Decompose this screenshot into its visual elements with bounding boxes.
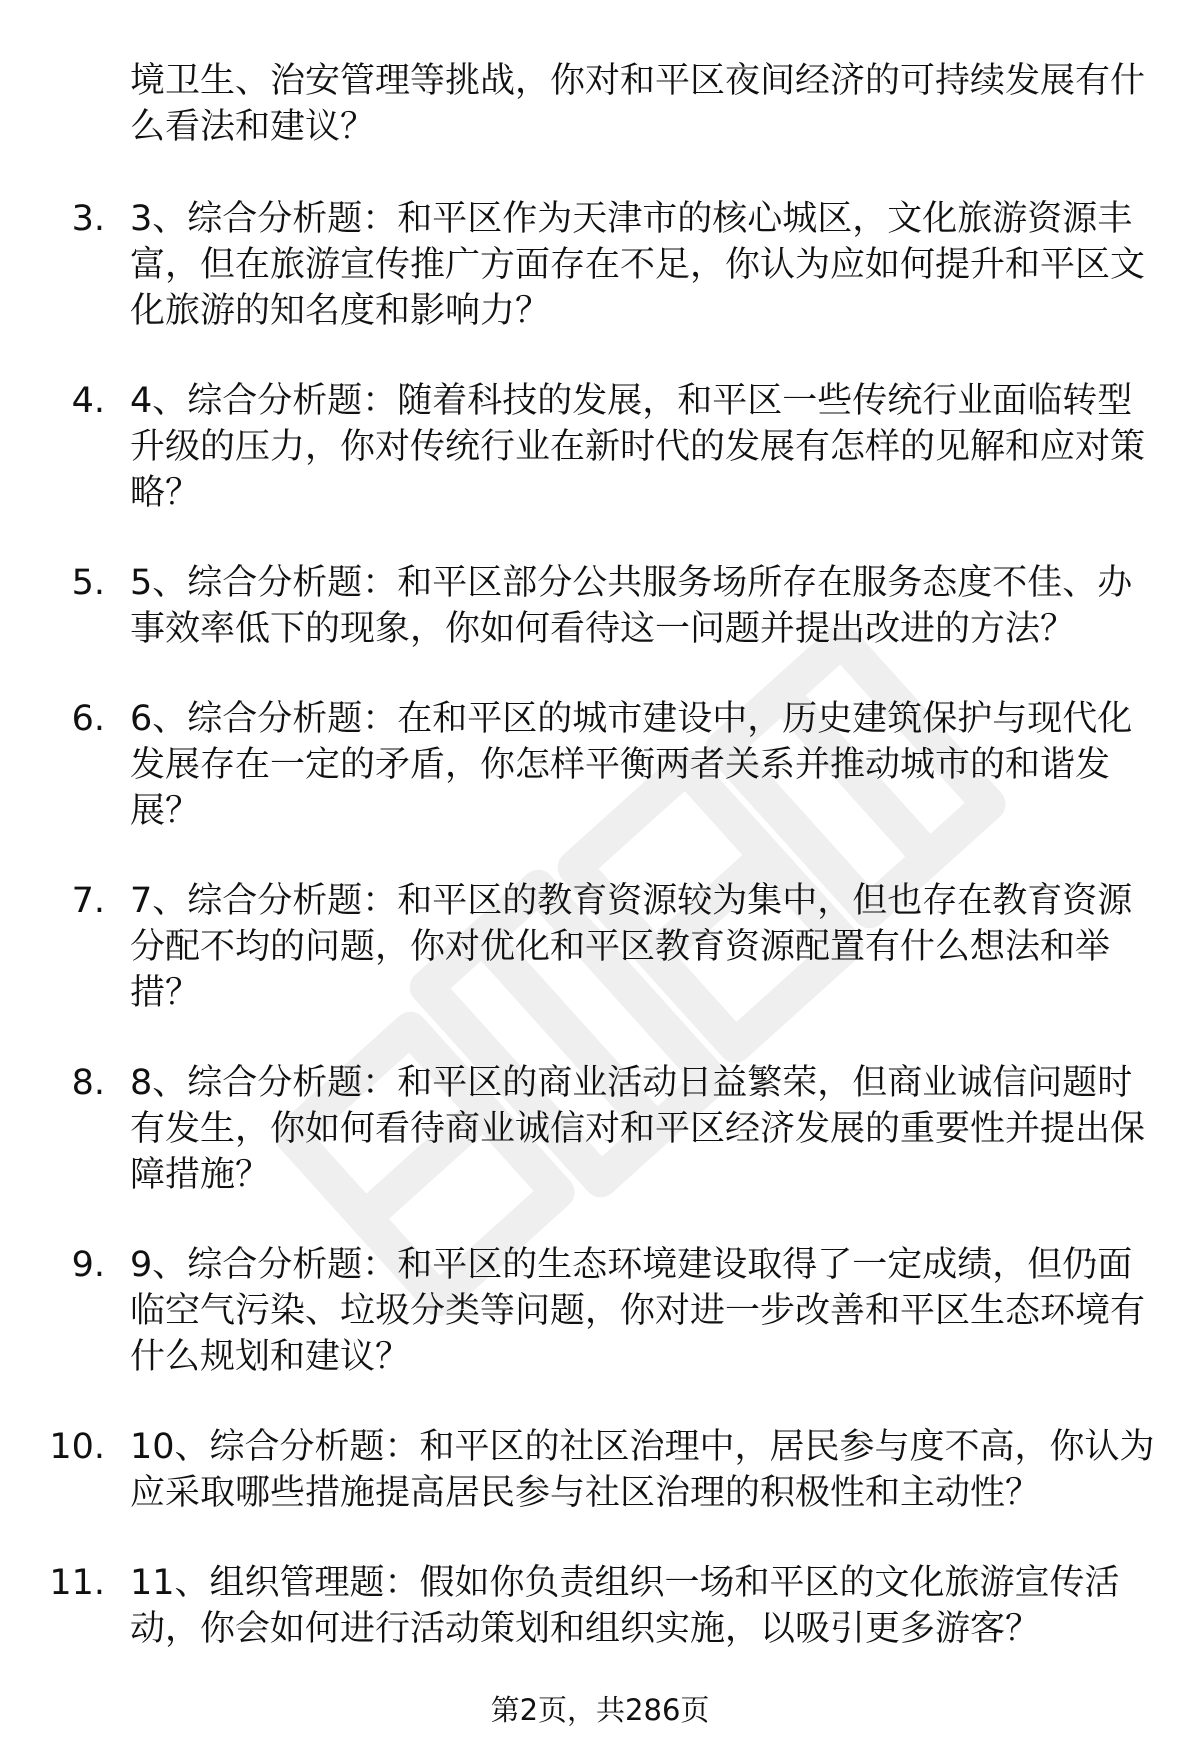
list-item-text: 8、综合分析题：和平区的商业活动日益繁荣，但商业诚信问题时有发生，你如何看待商业诚信对和平区经济发展的重要性并提出保障措施？ xyxy=(130,1063,1146,1195)
list-item xyxy=(0,196,1160,334)
list-item-text: 9、综合分析题：和平区的生态环境建设取得了一定成绩，但仍面临空气污染、垃圾分类等问题，你对进一步改善和平区生态环境有什么规划和建议？ xyxy=(130,1245,1146,1377)
list-item-text: 3、综合分析题：和平区作为天津市的核心城区，文化旅游资源丰富，但在旅游宣传推广方面存在不足，你认为应如何提升和平区文化旅游的知名度和影响力？ xyxy=(130,199,1146,331)
list-item xyxy=(0,696,1160,834)
question-list xyxy=(0,196,1200,1652)
list-item xyxy=(0,560,1160,652)
list-item-number: 8. xyxy=(71,1063,105,1103)
list-item-number: 3. xyxy=(71,199,105,239)
list-item-text: 6、综合分析题：在和平区的城市建设中，历史建筑保护与现代化发展存在一定的矛盾，你怎样平衡两者关系并推动城市的和谐发展？ xyxy=(130,699,1133,831)
list-item-text: 11、组织管理题：假如你负责组织一场和平区的文化旅游宣传活动，你会如何进行活动策划和组织实施，以吸引更多游客？ xyxy=(130,1563,1120,1649)
continuation-text: 境卫生、治安管理等挑战，你对和平区夜间经济的可持续发展有什么看法和建议？ xyxy=(130,61,1146,147)
list-item-text: 10、综合分析题：和平区的社区治理中，居民参与度不高，你认为应采取哪些措施提高居民参与社区治理的积极性和主动性？ xyxy=(130,1427,1155,1513)
list-item-number: 11. xyxy=(49,1563,105,1603)
list-item-number: 4. xyxy=(71,381,105,421)
list-item-text: 7、综合分析题：和平区的教育资源较为集中，但也存在教育资源分配不均的问题，你对优化和平区教育资源配置有什么想法和举措？ xyxy=(130,881,1133,1013)
page-footer: 第2页，共286页 xyxy=(490,1693,710,1727)
list-item-number: 9. xyxy=(71,1245,105,1285)
content-area xyxy=(0,58,1200,1696)
list-item xyxy=(0,1242,1160,1380)
list-item xyxy=(0,1424,1160,1516)
list-item-number: 7. xyxy=(71,881,105,921)
list-item xyxy=(0,1060,1160,1198)
list-item-number: 6. xyxy=(71,699,105,739)
list-item-text: 5、综合分析题：和平区部分公共服务场所存在服务态度不佳、办事效率低下的现象，你如何看待这一问题并提出改进的方法？ xyxy=(130,563,1133,649)
list-item xyxy=(0,378,1160,516)
list-item-number: 10. xyxy=(49,1427,105,1467)
list-item-number: 5. xyxy=(71,563,105,603)
list-item xyxy=(0,1560,1160,1652)
list-item-text: 4、综合分析题：随着科技的发展，和平区一些传统行业面临转型升级的压力，你对传统行业在新时代的发展有怎样的见解和应对策略？ xyxy=(130,381,1146,513)
list-item xyxy=(0,878,1160,1016)
